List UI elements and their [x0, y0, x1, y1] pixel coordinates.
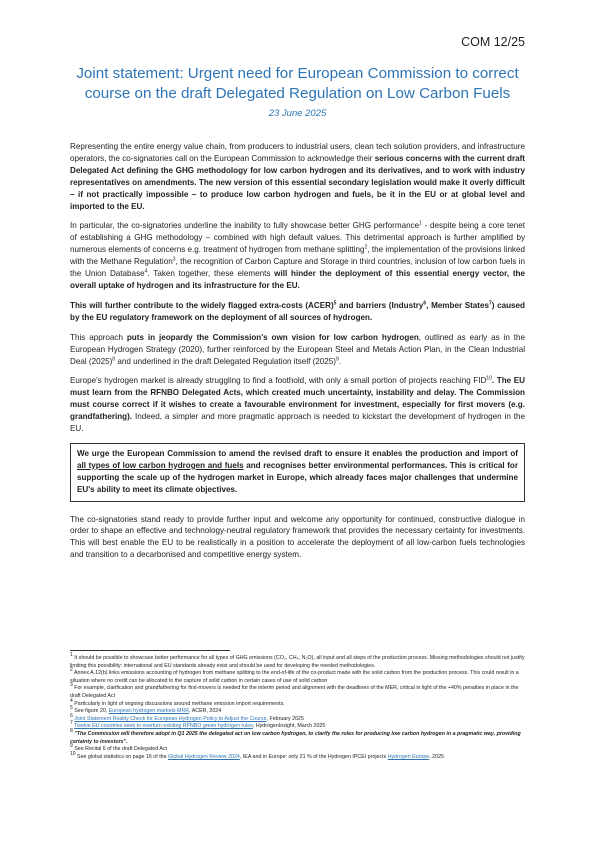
- text-run-bold: This will further contribute to the widely flagged extra-costs (ACER): [70, 300, 334, 310]
- text-run: Representing the entire energy value chain, from producers to industrial users, clean tech solution providers, and infrastructure operators, the co-signatories call on the European Commission to acknowledge their: [70, 142, 525, 163]
- footnote-ref[interactable]: 8: [112, 355, 116, 362]
- footnote-10: [70, 750, 525, 762]
- footnote-text: See Recital 6 of the draft Delegated Act: [72, 746, 168, 753]
- text-run: Europe's hydrogen market is already struggling to find a foothold, with only a small portion of projects reaching FID: [70, 376, 487, 386]
- footnote-text: , ACER, 2024: [189, 708, 222, 715]
- text-run-bold: serious concerns with the current draft Delegated Act defining the GHG methodology for low carbon hydrogen and its derivatives, and to work with industry representatives on amendments. The new version of this essential secondary legislation would make it overly difficult – if not practically impossible – to produce low carbon hydrogen and fuels, be it in the EU or at global level and imported to the EU.: [70, 153, 525, 211]
- footnote-ref[interactable]: 10: [486, 375, 492, 382]
- text-run: , outlined as early as in the European Hydrogen Strategy (2020), further reinforced by the European Steel and Metals Action Plan, in the Clean Industrial Deal (2025): [70, 332, 525, 366]
- text-run-underlined: all types of low carbon hydrogen and fuels: [77, 460, 244, 470]
- footnote-number: 4: [70, 697, 73, 704]
- call-to-action-box: [70, 443, 525, 502]
- paragraph-vision: [70, 332, 525, 368]
- footnote-text: See global statistics on page 16 of the: [75, 753, 169, 760]
- footnote-ref[interactable]: 6: [423, 300, 427, 307]
- footnote-ref[interactable]: 2: [364, 244, 368, 251]
- footnote-text: Particularly in light of ongoing discussions around methane emission import requirements.: [72, 700, 285, 707]
- statement-body: [70, 141, 525, 569]
- footnote-text: , 2025: [429, 753, 444, 760]
- text-run: , the implementation of the provisions linked with the Methane Regulation: [70, 245, 526, 267]
- paragraph-closing: The co-signatories stand ready to provide further input and welcome any opportunity for continued, constructive dialogue in order to shape an effective and technology-neutral regulatory framework that provides the necessary certainty for investments. This will best enable the EU to be realistically in a position to accelerate the deployment of all low-carbon fuels technologies and transition to a decarbonised and competitive energy system.: [70, 514, 525, 560]
- text-run-bold: , Member States: [426, 300, 490, 310]
- text-run-bold: and recognises better environmental performances. This is critical for supporting the scale up of the hydrogen market in Europe, which already faces major challenges that undermine EU's ability to meet its climate objectives.: [77, 460, 518, 494]
- text-run-bold: puts in jeopardy the Commission's own vision for low carbon hydrogen: [126, 332, 419, 342]
- footnote-ref[interactable]: 4: [144, 268, 148, 275]
- footnote-5: [70, 705, 525, 716]
- footnote-number: 1: [70, 652, 73, 659]
- text-run: This approach: [70, 332, 127, 342]
- call-to-action-text: [77, 448, 518, 496]
- paragraph-market: [70, 375, 525, 435]
- text-run-bold: . The EU must learn from the RFNBO Delegated Acts, which created much uncertainty, instability and delay. The Commission must course correct if it wishes to create a favourable environment for investment, especially for first movers (e.g. grandfathering).: [70, 376, 525, 422]
- text-run-bold: will hinder the deployment of this essential energy vector, the overall uptake of hydrogen and its infrastructure for the EU.: [70, 269, 526, 290]
- footnote-1: [70, 652, 525, 670]
- footnote-number: 3: [70, 682, 73, 689]
- text-run: Indeed, a simpler and more pragmatic approach is needed to kickstart the development of hydrogen in the EU.: [70, 412, 525, 434]
- footnote-number: 2: [70, 667, 73, 674]
- footnotes: [70, 652, 525, 761]
- footnote-ref[interactable]: 9: [336, 355, 339, 362]
- footnote-link[interactable]: Joint Statement Reality Check for European Hydrogen Policy to Adjust the Course: [74, 715, 267, 722]
- text-run: . Taken together, these elements: [147, 269, 275, 279]
- text-run-bold: ) caused by the EU regulatory framework on the deployment of all sources of hydrogen.: [70, 300, 525, 322]
- footnote-text: It should be possible to showcase better performance for all types of GHG emissions (CO₂, CH₄, N₂O), all input and all steps of the production process. Missing methodologies should not justify limiting this possibility: international and EU standards already exist and should be used for developing the needed methodologies.: [70, 655, 525, 669]
- footnote-text: For example, clarification and grandfathering for first-movers is needed for the interim period and alignment with the deadlines of the MER, critical in light of the +40% penalties in place in the draft Delegated Act: [70, 685, 519, 699]
- footnote-divider: [70, 650, 230, 651]
- footnote-link[interactable]: European hydrogen markets MRR: [108, 708, 190, 715]
- document-id: COM 12/25: [461, 35, 525, 49]
- footnote-2: [70, 667, 525, 685]
- statement-date: 23 June 2025: [268, 108, 327, 119]
- footnote-text: , February 2025: [266, 715, 304, 722]
- footnote-link[interactable]: Twelve EU countries seek to overturn existing RFNBO green hydrogen rules: [74, 723, 253, 730]
- footnote-ref[interactable]: 1: [419, 220, 422, 227]
- text-run-bold: We urge the European Commission to amend the revised draft to ensure it enables the production and import of: [77, 448, 518, 458]
- footnote-3: [70, 682, 525, 700]
- footnote-text: Annex A.12(b) links emissions accounting of hydrogen from methane splitting to the end-of-life of the co-product made with the solid carbon from the production process. This could result in a situation where no credit can be allocated to the capture of solid carbon in certain cases of use of solid carbon: [70, 670, 519, 684]
- text-run: .: [338, 356, 342, 366]
- footnote-number: 7: [70, 720, 73, 727]
- footnote-number: 8: [70, 728, 73, 735]
- paragraph-intro: [70, 141, 525, 212]
- footnote-text: "The Commission will therefore adopt in Q1 2025 the delegated act on low carbon hydrogen, to clarify the rules for producing low carbon hydrogen in a pragmatic way, providing certainty to investors".: [70, 730, 521, 745]
- page-title: Joint statement: Urgent need for European Commission to correct course on the draft Delegated Regulation on Low Carbon Fuels: [76, 65, 519, 102]
- footnote-number: 9: [70, 743, 73, 750]
- footnote-text: See figure 20,: [72, 708, 109, 715]
- paragraph-concerns: [70, 220, 525, 291]
- text-run: and underlined in the draft Delegated Regulation itself (2025): [115, 356, 337, 366]
- text-run: - despite being a core tenet of establishing a GHG methodology – combined with high default values. This detrimental approach is further amplified by numerous elements of concerns e.g. treatment of hydrogen from methane splitting: [70, 221, 525, 255]
- text-run-bold: and barriers (Industry: [336, 300, 424, 310]
- text-run: , the recognition of Carbon Capture and Storage in third countries, inclusion of low carbon fuels in the Union Database: [70, 257, 526, 279]
- footnote-9: [70, 743, 525, 754]
- footnote-text: , HydrogenInsight, March 2025: [252, 723, 326, 730]
- text-run: In particular, the co-signatories underline the inability to fully showcase better GHG performance: [70, 221, 420, 231]
- footnote-number: 5: [70, 705, 73, 712]
- footnote-text: , IEA and in Europe: only 21 % of the Hydrogen IPCEI projects: [239, 753, 388, 760]
- paragraph-costs: [70, 300, 525, 324]
- footnote-7: [70, 720, 525, 731]
- footnote-link[interactable]: Hydrogen Europe: [387, 753, 430, 760]
- footnote-8: [70, 728, 525, 746]
- footnote-number: 10: [70, 750, 76, 757]
- footnote-ref[interactable]: 3: [172, 256, 176, 263]
- footnote-ref[interactable]: 5: [333, 300, 337, 307]
- footnote-number: 6: [70, 712, 73, 719]
- footnote-ref[interactable]: 7: [489, 300, 492, 307]
- footnote-link[interactable]: Global Hydrogen Review 2024: [168, 753, 240, 760]
